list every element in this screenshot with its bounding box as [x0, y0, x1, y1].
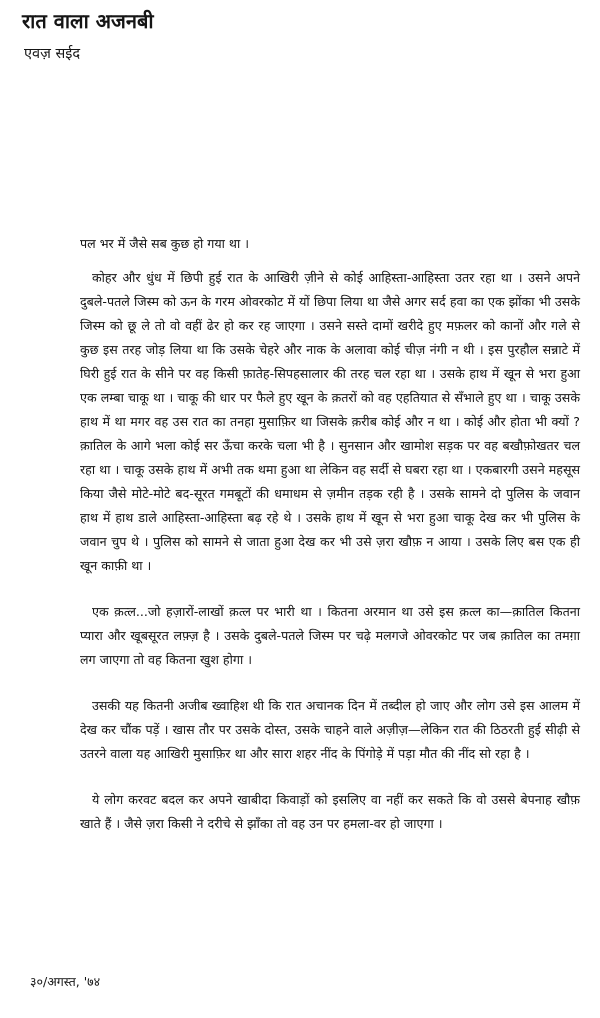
story-body [80, 232, 580, 836]
paragraph-1: पल भर में जैसे सब कुछ हो गया था । [80, 236, 250, 251]
paragraph-3: एक क़त्ल...जो हज़ारों-लाखों क़त्ल पर भारी था । कितना अरमान था उसे इस क़त्ल का—क़ातिल कितना प्यारा और खूबसूरत लफ़्ज़ है । उसके दुबले-पतले जिस्म पर चढ़े मलगजे ओवरकोट पर जब क़ातिल का तमग़ा लग जाएगा तो वह कितना खुश होगा । [80, 604, 580, 667]
story-date: ३०/अगस्त, '७४ [30, 974, 101, 989]
author-name: एवज़ सईद [24, 46, 81, 62]
paragraph-2: कोहर और धुंध में छिपी हुई रात के आखिरी ज़ीने से कोई आहिस्ता-आहिस्ता उतर रहा था । उसने अपने दुबले-पतले जिस्म को ऊन के गरम ओवरकोट में यों छिपा लिया था जैसे अगर सर्द हवा का एक झोंका भी उसके जिस्म को छू ले तो वो वहीं ढेर हो कर रह जाएगा । उसने सस्ते दामों खरीदे हुए मफ़लर को कानों और गले से कुछ इस तरह जोड़ लिया था कि उसके चेहरे और नाक के अलावा कोई चीज़ नंगी न थी । इस पुरहौल सन्नाटे में घिरी हुई रात के सीने पर वह किसी फ़ातेह-सिपहसालार की तरह चल रहा था । उसके हाथ में खून से भरा हुआ एक लम्बा चाकू था । चाकू की धार पर फैले हुए खून के क़तरों को वह एहतियात से सँभाले हुए था । चाकू उसके हाथ में था मगर वह उस रात का तनहा मुसाफ़िर था जिसके क़रीब कोई और न था । कोई और होता भी क्यों ? क़ातिल के आगे भला कोई सर ऊँचा करके चला भी है । सुनसान और खामोश सड़क पर वह बखौफ़ोखतर चल रहा था । चाकू उसके हाथ में अभी तक थमा हुआ था लेकिन वह सर्दी से घबरा रहा था । एकबारगी उसने महसूस किया जैसे मोटे-मोटे बद-सूरत गमबूटों की धमाधम से ज़मीन तड़क रही है । उसके सामने दो पुलिस के जवान हाथ में हाथ डाले आहिस्ता-आहिस्ता बढ़ रहे थे । उसके हाथ में खून से भरा हुआ चाकू देख कर भी पुलिस के जवान चुप थे । पुलिस को सामने से जाता हुआ देख कर भी उसे ज़रा खौफ़ न आया । उसके लिए बस एक ही खून काफ़ी था । [80, 270, 580, 573]
paragraph-4: उसकी यह कितनी अजीब ख्वाहिश थी कि रात अचानक दिन में तब्दील हो जाए और लोग उसे इस आलम में देख कर चौंक पड़ें । खास तौर पर उसके दोस्त, उसके चाहने वाले अज़ीज़—लेकिन रात की ठिठरती हुई सीढ़ी से उतरने वाला यह आखिरी मुसाफ़िर था और सारा शहर नींद के पिंगोड़े में पड़ा मौत की नींद सो रहा है । [80, 698, 580, 761]
story-title: रात वाला अजनबी [22, 9, 154, 33]
paragraph-5: ये लोग करवट बदल कर अपने खाबीदा किवाड़ों को इसलिए वा नहीं कर सकते कि वो उससे बेपनाह खौफ़ खाते हैं । जैसे ज़रा किसी ने दरीचे से झाँका तो वह उन पर हमला-वर हो जाएगा । [80, 792, 580, 831]
